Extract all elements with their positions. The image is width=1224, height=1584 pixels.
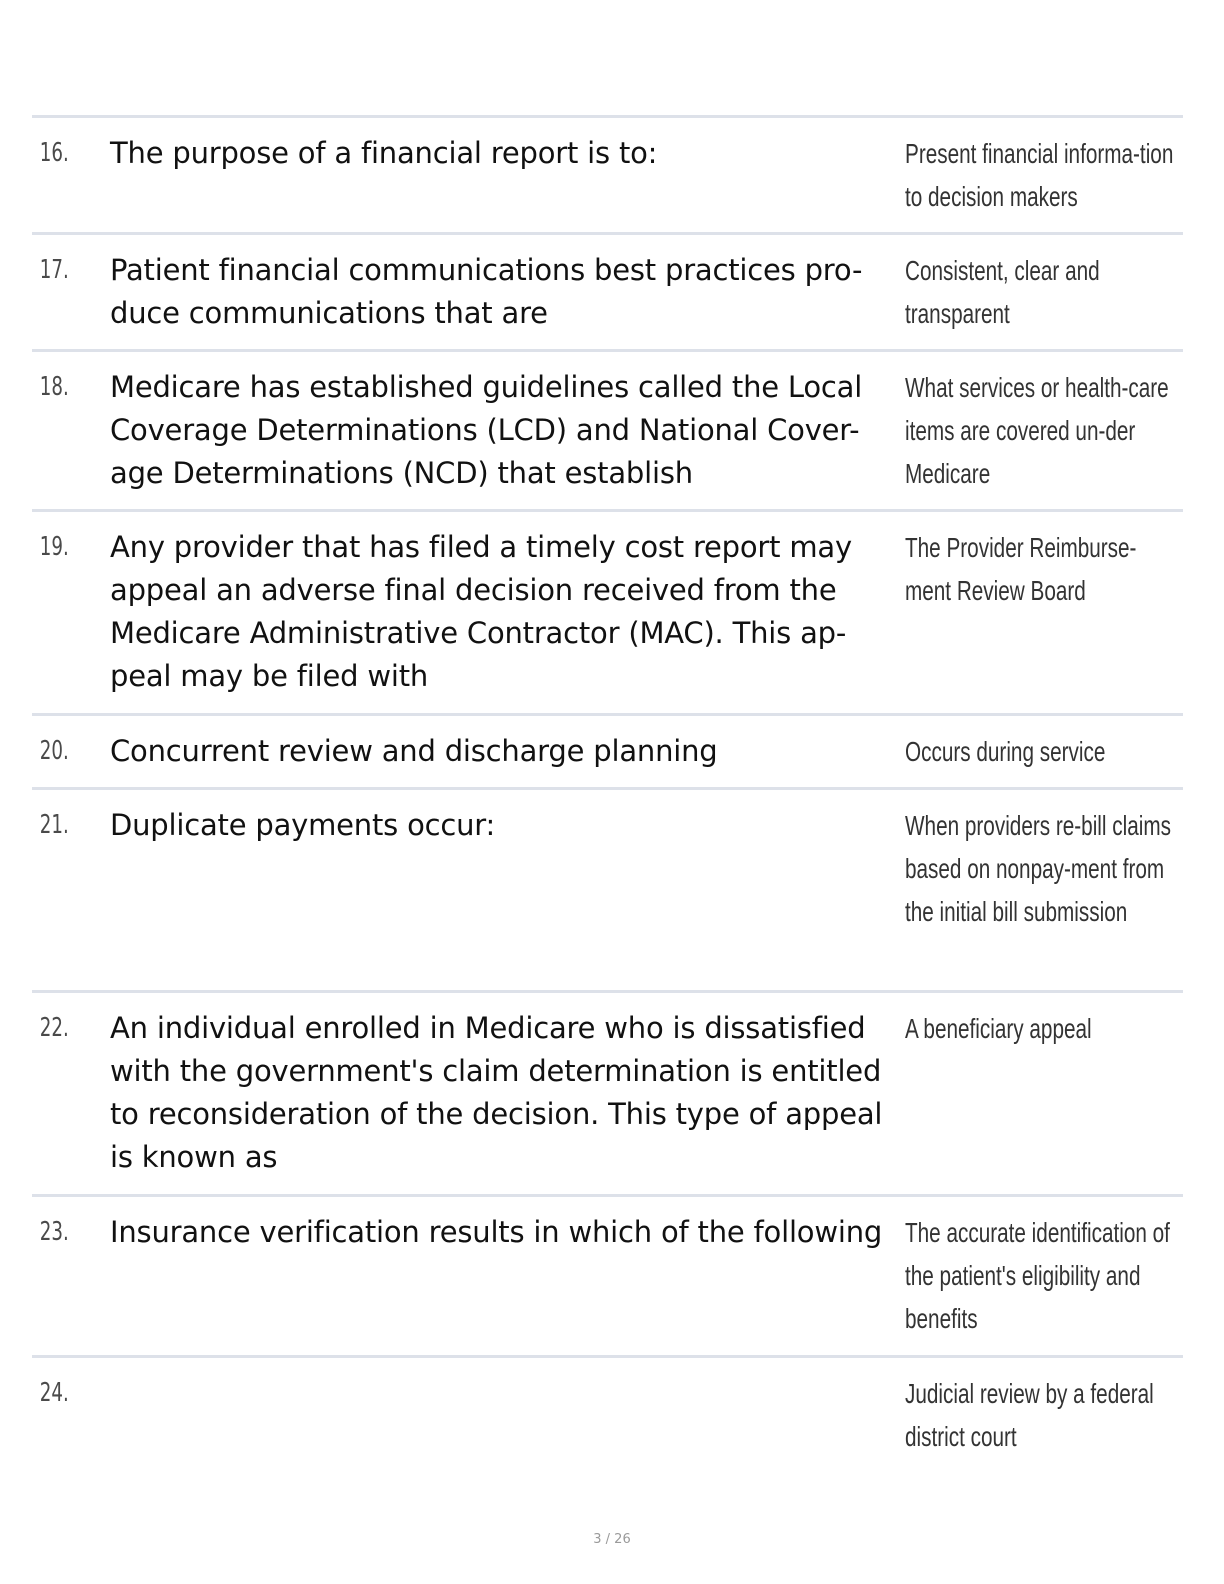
question-number: 22. — [39, 1013, 69, 1043]
table-row — [32, 1358, 1183, 1475]
table-row — [32, 512, 1183, 716]
table-row — [32, 352, 1183, 512]
answer-cell — [905, 1211, 1183, 1339]
answer-text: When providers re-bill claims based on nonpay-ment from the initial bill submission — [905, 810, 1171, 927]
page-number: 3 / 26 — [593, 1532, 631, 1547]
question-text: Duplicate payments occur: — [110, 808, 496, 842]
question-number: 23. — [39, 1217, 69, 1247]
answer-cell — [905, 366, 1183, 493]
answer-text: The accurate identification of the patient's eligibility and benefits — [905, 1217, 1170, 1334]
answer-cell — [905, 730, 1183, 771]
answer-cell — [905, 249, 1183, 333]
answer-cell — [905, 1372, 1183, 1459]
question-number: 16. — [39, 138, 69, 168]
answer-cell — [905, 804, 1183, 974]
question-number: 19. — [39, 532, 69, 562]
question-text: Concurrent review and discharge planning — [110, 734, 718, 768]
question-answer-table — [32, 115, 1183, 1475]
question-number: 18. — [39, 372, 69, 402]
question-text: Medicare has established guidelines called the Local Coverage Determinations (LCD) and National Cover-age Determinations (NCD) that establish — [110, 370, 863, 490]
question-text: Insurance verification results in which of the following — [110, 1215, 883, 1249]
question-number: 24. — [39, 1378, 69, 1408]
answer-text: What services or health-care items are covered un-der Medicare — [905, 372, 1169, 489]
table-row — [32, 235, 1183, 352]
answer-text: The Provider Reimburse-ment Review Board — [905, 532, 1137, 606]
answer-text: A beneficiary appeal — [905, 1013, 1092, 1044]
answer-text: Judicial review by a federal district court — [905, 1378, 1154, 1452]
table-row — [32, 716, 1183, 790]
answer-text: Occurs during service — [905, 736, 1106, 767]
question-number: 21. — [39, 810, 69, 840]
question-number: 20. — [39, 736, 69, 766]
answer-cell — [905, 132, 1183, 216]
answer-text: Present financial informa-tion to decision makers — [905, 138, 1174, 212]
table-row — [32, 118, 1183, 235]
question-text: Any provider that has filed a timely cost report may appeal an adverse final decision received from the Medicare Administrative Contractor (MAC). This ap-peal may be filed with — [110, 530, 852, 693]
question-number: 17. — [39, 255, 69, 285]
question-text: Patient financial communications best practices pro-duce communications that are — [110, 253, 863, 330]
answer-text: Consistent, clear and transparent — [905, 255, 1100, 329]
question-text — [110, 1372, 905, 1459]
table-row — [32, 993, 1183, 1197]
question-text: An individual enrolled in Medicare who is dissatisfied with the government's claim determination is entitled to reconsideration of the decision. This type of appeal is known as — [110, 1011, 883, 1174]
table-row — [32, 1197, 1183, 1358]
answer-cell — [905, 526, 1183, 697]
table-row — [32, 790, 1183, 993]
answer-cell — [905, 1007, 1183, 1178]
question-text: The purpose of a financial report is to: — [110, 136, 658, 170]
